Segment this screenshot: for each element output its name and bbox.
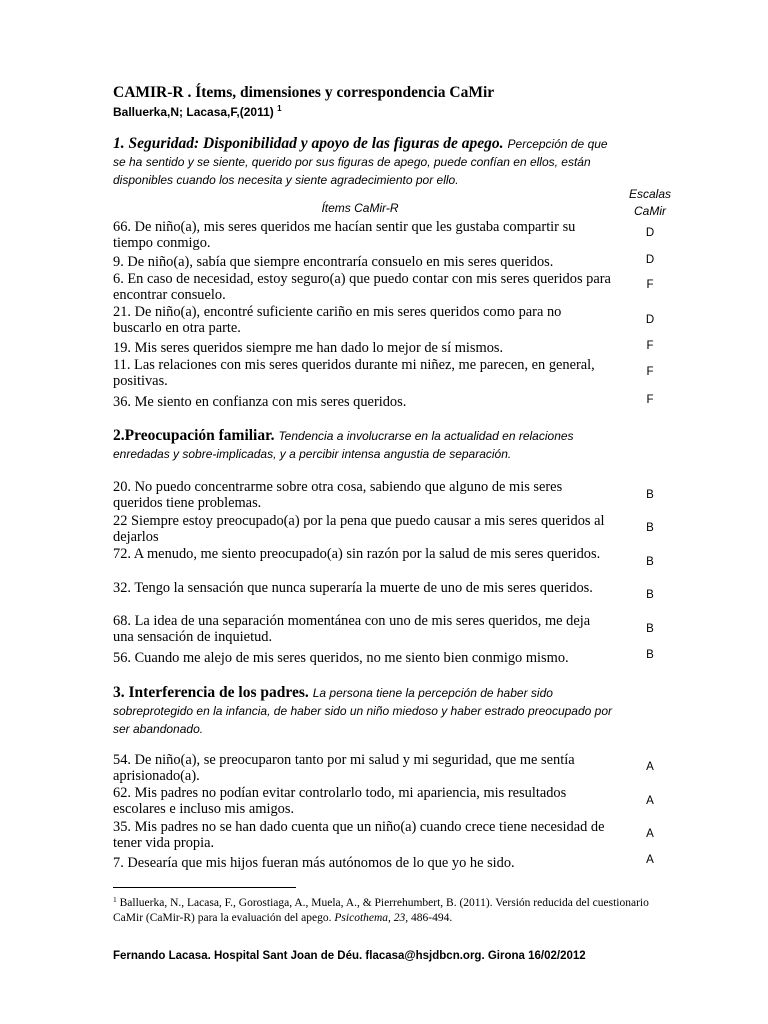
scale-code: A: [646, 761, 654, 773]
scale-code: B: [646, 522, 654, 534]
footnote-text: Balluerka, N., Lacasa, F., Gorostiaga, A., Muela, A., & Pierrehumbert, B. (2011). Versión reducida del cuestionario CaMir (CaMir-R) para la evaluación del apego.: [113, 897, 649, 924]
item-9: 9. De niño(a), sabía que siempre encontraría consuelo en mis seres queridos.: [113, 254, 554, 270]
section-description: Tendencia a involucrarse en la actualidad en relaciones enredadas y sobre-implicadas, y a percibir intensa angustia de separación.: [113, 429, 574, 461]
scales-header-line1: Escalas: [628, 187, 672, 201]
item-66: 66. De niño(a), mis seres queridos me hacían sentir que les gustaba compartir su tiempo conmigo.: [113, 219, 576, 252]
page-footer: Fernando Lacasa. Hospital Sant Joan de Déu. flacasa@hsjdbcn.org. Girona 16/02/2012: [113, 950, 586, 962]
scale-code: A: [646, 795, 654, 807]
scale-code: B: [646, 556, 654, 568]
document-title: CAMIR-R . Ítems, dimensiones y correspondencia CaMir: [113, 84, 495, 101]
footnote: [113, 893, 658, 925]
item-20: 20. No puedo concentrarme sobre otra cosa, sabiendo que alguno de mis seres queridos tiene problemas.: [113, 479, 563, 512]
authors-text: Balluerka,N; Lacasa,F,(2011): [113, 105, 274, 119]
section-description: Percepción de que se ha sentido y se siente, querido por sus figuras de apego, puede confían en ellos, están disponibles cuando los necesita y siente agradecimiento por ello.: [113, 137, 608, 187]
scale-code: F: [646, 394, 654, 406]
section-heading: 2.Preocupación familiar.: [113, 427, 275, 444]
footnote-marker: 1: [113, 895, 117, 904]
scale-code: B: [646, 649, 654, 661]
scale-code: B: [646, 623, 654, 635]
item-21: 21. De niño(a), encontré suficiente cariño en mis seres queridos como para no buscarlo en otra parte.: [113, 304, 562, 337]
section-heading: 3. Interferencia de los padres.: [113, 684, 309, 701]
item-32: 32. Tengo la sensación que nunca superaría la muerte de uno de mis seres queridos.: [113, 580, 593, 596]
scales-column-header: [620, 186, 680, 220]
scale-code: F: [646, 279, 654, 291]
scale-code: B: [646, 489, 654, 501]
item-72: 72. A menudo, me siento preocupado(a) sin razón por la salud de mis seres queridos.: [113, 546, 601, 562]
item-35: 35. Mis padres no se han dado cuenta que un niño(a) cuando crece tiene necesidad de tener vida propia.: [113, 819, 605, 852]
item-7: 7. Desearía que mis hijos fueran más autónomos de lo que yo he sido.: [113, 855, 515, 871]
item-6: 6. En caso de necesidad, estoy seguro(a) que puedo contar con mis seres queridos para encontrar consuelo.: [113, 271, 611, 304]
scale-code: D: [645, 227, 655, 239]
items-column-header: Ítems CaMir-R: [321, 201, 399, 215]
footnote-ref: 1: [277, 104, 282, 113]
section-1-header: [113, 135, 623, 189]
scale-code: F: [646, 340, 654, 352]
scale-code: A: [646, 828, 654, 840]
item-22: 22 Siempre estoy preocupado(a) por la pena que puedo causar a mis seres queridos al dejarlos: [113, 513, 605, 546]
scale-code: B: [646, 589, 654, 601]
scale-code: D: [645, 254, 655, 266]
scale-code: F: [646, 366, 654, 378]
item-36: 36. Me siento en confianza con mis seres queridos.: [113, 394, 407, 410]
item-54: 54. De niño(a), se preocuparon tanto por mi salud y mi seguridad, que me sentía aprisionado(a).: [113, 752, 575, 785]
section-2-header: [113, 427, 623, 463]
item-56: 56. Cuando me alejo de mis seres queridos, no me siento bien conmigo mismo.: [113, 650, 569, 666]
section-heading: 1. Seguridad: Disponibilidad y apoyo de las figuras de apego.: [113, 135, 504, 152]
footnote-divider: [113, 887, 296, 888]
authors-line: [113, 104, 282, 119]
footnote-pages: 486-494.: [408, 911, 453, 924]
item-62: 62. Mis padres no podían evitar controlarlo todo, mi apariencia, mis resultados escolares e incluso mis amigos.: [113, 785, 567, 818]
item-19: 19. Mis seres queridos siempre me han dado lo mejor de sí mismos.: [113, 340, 504, 356]
scale-code: D: [645, 314, 655, 326]
section-3-header: [113, 684, 623, 738]
scales-header-line2: CaMir: [634, 204, 666, 218]
item-11: 11. Las relaciones con mis seres queridos durante mi niñez, me parecen, en general, positivas.: [113, 357, 595, 390]
footnote-journal: Psicothema, 23,: [334, 911, 409, 924]
item-68: 68. La idea de una separación momentánea con uno de mis seres queridos, me deja una sensación de inquietud.: [113, 613, 591, 646]
section-description: La persona tiene la percepción de haber sido sobreprotegido en la infancia, de haber sido un niño miedoso y haber estrado preocupado por ser abandonado.: [113, 686, 613, 736]
scale-code: A: [646, 854, 654, 866]
